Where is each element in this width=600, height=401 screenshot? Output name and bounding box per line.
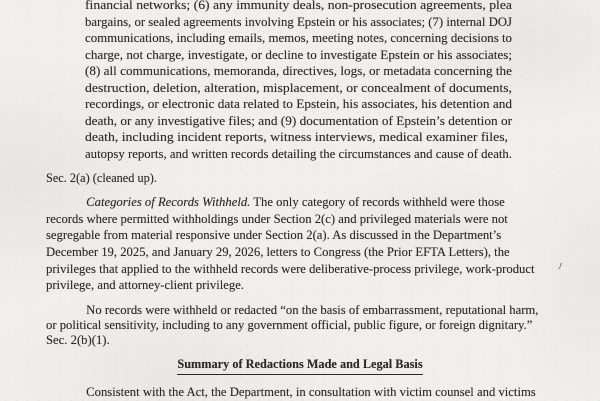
text-line [85, 80, 513, 97]
text-line [85, 63, 512, 80]
text-line-content: Categories of Records Withheld. The only category of records withheld were those [86, 195, 505, 209]
text-line [85, 146, 513, 163]
text-line [85, 14, 513, 31]
text-line [85, 47, 512, 64]
text-line [46, 277, 520, 294]
text-line-content: December 19, 2025, and January 29, 2026, letters to Congress (the Prior EFTA Letters), the [46, 245, 510, 260]
text-line [0, 356, 600, 373]
text-line [85, 30, 512, 47]
text-line [85, 129, 509, 146]
heading-summary-of-redactions [0, 356, 600, 373]
text-line [46, 227, 520, 244]
text-line [85, 0, 513, 14]
citation-text: Sec. 2(a) (cleaned up). [46, 171, 157, 185]
text-line [46, 244, 520, 261]
text-line-content: records where permitted withholdings under Section 2(c) and privileged materials were not [46, 211, 508, 226]
text-line-content: No records were withheld or redacted “on the basis of embarrassment, reputational harm, [86, 303, 539, 317]
text-line-content: death, including incident reports, witness interviews, medical examiner files, [85, 130, 509, 144]
text-line-content: communications, including emails, memos, meeting notes, concerning decisions to [85, 31, 512, 45]
text-line [46, 261, 535, 278]
heading-text: Summary of Redactions Made and Legal Basis [177, 356, 422, 375]
para-categories-of-records-withheld [46, 194, 535, 294]
text-line-content: privileges that applied to the withheld records were deliberative-process privilege, work-product [46, 261, 535, 276]
text-line [46, 318, 533, 333]
citation-sec-2a [46, 170, 157, 187]
text-line-content: death, or any investigative files; and (9) documentation of Epstein’s detention or [85, 113, 513, 128]
text-line-content: privilege, and attorney-client privilege. [46, 278, 245, 293]
text-line [46, 333, 524, 348]
scan-mark-artifact [555, 262, 562, 271]
text-line [85, 113, 513, 130]
text-line [46, 170, 157, 187]
text-line [46, 303, 539, 318]
text-line-content: charge, not charge, investigate, or decline to investigate Epstein or his associates; [85, 47, 512, 62]
text-line [46, 211, 520, 228]
text-line-content: autopsy reports, and written records detailing the circumstances and cause of death. [85, 146, 513, 161]
text-line-content: Consistent with the Act, the Department, in consultation with victim counsel and victims [86, 385, 536, 399]
text-line-content: financial networks; (6) any immunity deals, non-prosecution agreements, plea [85, 0, 513, 12]
blockquote-records-categories [85, 0, 513, 162]
text-line-content: or political sensitivity, including to any government official, public figure, or foreign dignitary.” [46, 318, 533, 332]
text-line [46, 194, 520, 211]
para-consistent-with-act [46, 384, 536, 401]
text-line-content: segregable from material responsive under Section 2(a). As discussed in the Department’s [46, 228, 502, 243]
text-line [46, 384, 536, 401]
text-line-content: bargains, or sealed agreements involving Epstein or his associates; (7) internal DOJ [85, 14, 513, 29]
text-line-content: (8) all communications, memoranda, directives, logs, or metadata concerning the [85, 64, 512, 78]
text-line-content: Sec. 2(b)(1). [46, 333, 110, 347]
para-no-records-withheld [46, 303, 539, 348]
text-line-content: recordings, or electronic data related to Epstein, his associates, his detention and [85, 97, 513, 111]
text-line-content: destruction, deletion, alteration, misplacement, or concealment of documents, [85, 80, 513, 95]
text-line [85, 96, 513, 113]
